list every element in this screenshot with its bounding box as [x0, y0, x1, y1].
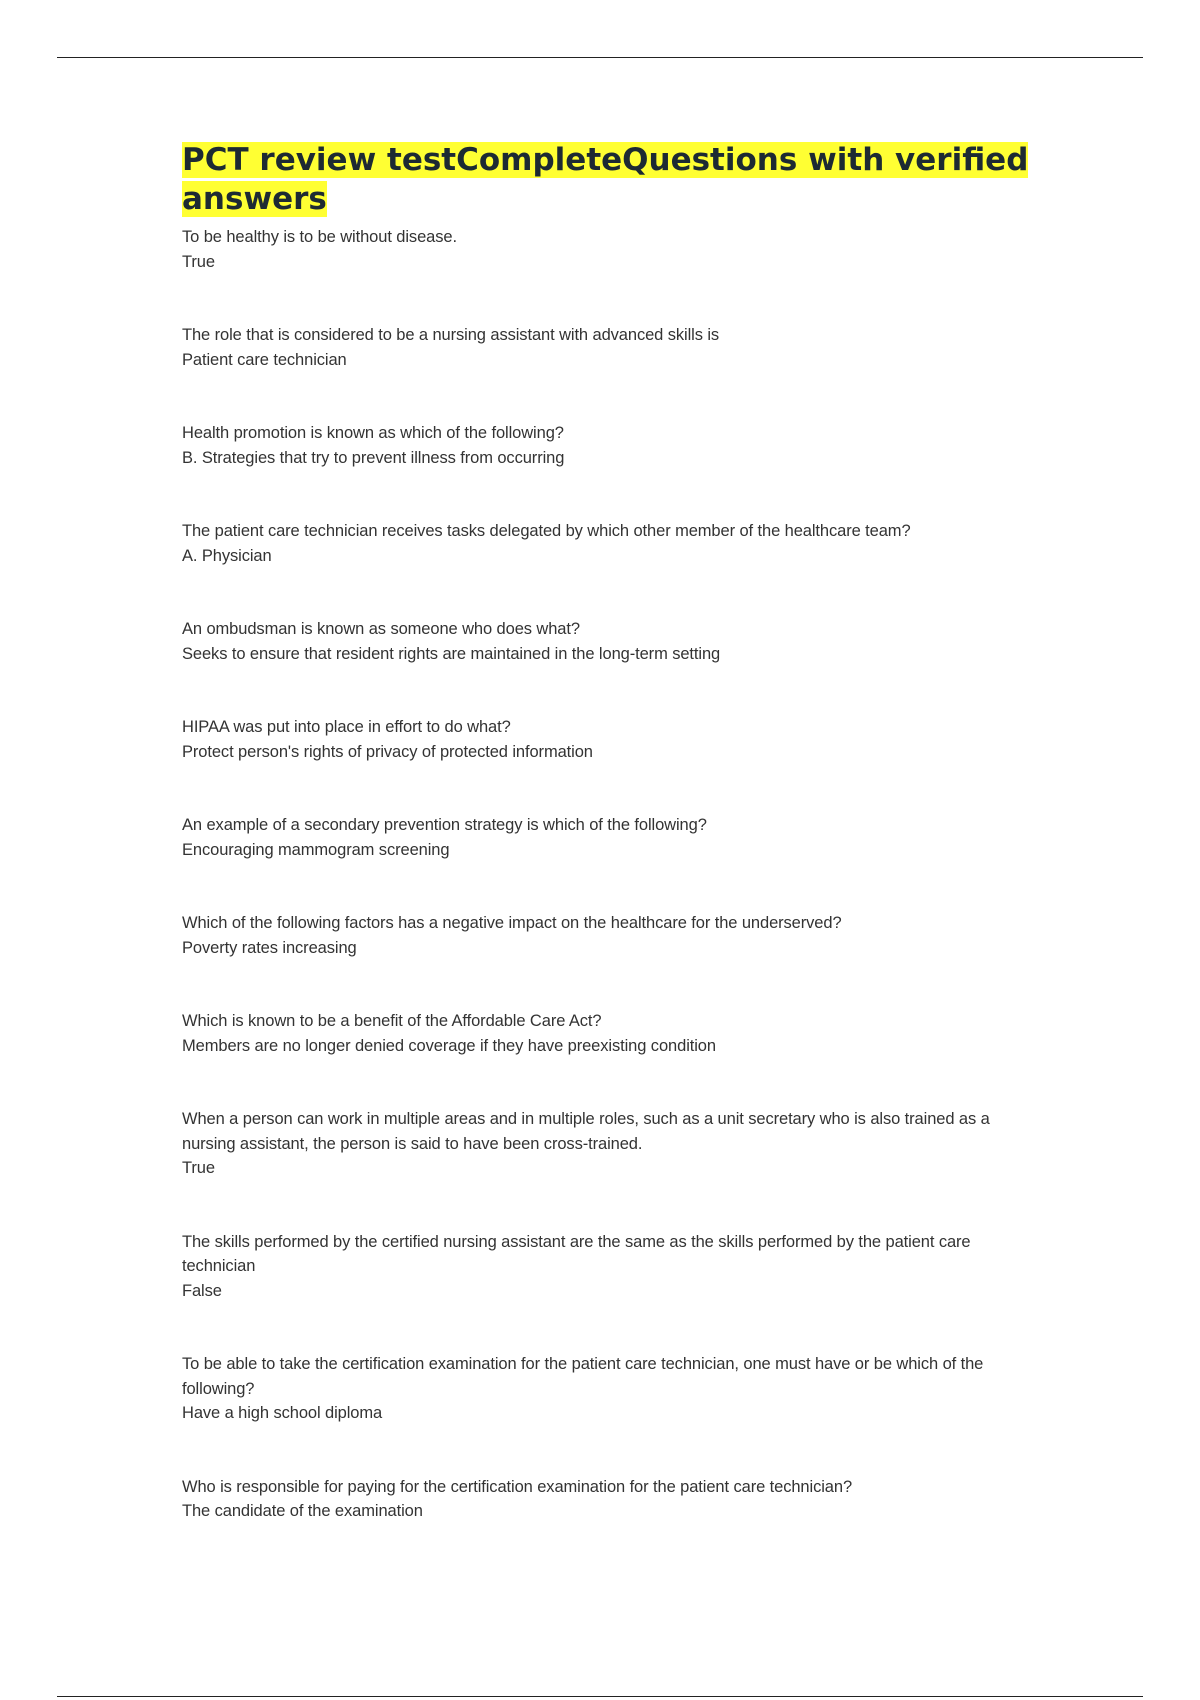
qa-item	[182, 323, 1042, 372]
question-text: Which of the following factors has a negative impact on the healthcare for the underserved?	[182, 914, 842, 932]
document-body	[182, 141, 1042, 1573]
answer-text: Members are no longer denied coverage if they have preexisting condition	[182, 1036, 716, 1055]
bottom-rule	[57, 1696, 1143, 1697]
qa-item	[182, 617, 1042, 666]
qa-item	[182, 715, 1042, 764]
question-text: The role that is considered to be a nursing assistant with advanced skills is	[182, 326, 720, 344]
document-title	[182, 141, 1042, 219]
question-text: An ombudsman is known as someone who does what?	[182, 620, 580, 638]
answer-text: A. Physician	[182, 546, 272, 565]
question-text: Who is responsible for paying for the certification examination for the patient care technician?	[182, 1477, 853, 1496]
qa-item	[182, 421, 1042, 470]
question-text: Health promotion is known as which of the following?	[182, 424, 564, 442]
question-text: The patient care technician receives tasks delegated by which other member of the healthcare team?	[182, 522, 911, 540]
answer-text: Encouraging mammogram screening	[182, 840, 450, 859]
question-text: Which is known to be a benefit of the Affordable Care Act?	[182, 1012, 602, 1030]
answer-text: False	[182, 1281, 222, 1300]
answer-text: True	[182, 1159, 215, 1177]
answer-text: Have a high school diploma	[182, 1404, 383, 1422]
qa-item	[182, 1352, 1042, 1426]
answer-text: Patient care technician	[182, 350, 347, 369]
answer-text: Poverty rates increasing	[182, 938, 357, 957]
answer-text: The candidate of the examination	[182, 1502, 423, 1520]
qa-item	[182, 911, 1042, 960]
qa-item	[182, 813, 1042, 862]
qa-item	[182, 1009, 1042, 1058]
answer-text: True	[182, 252, 215, 271]
answer-text: Protect person's rights of privacy of protected information	[182, 742, 593, 761]
qa-list	[182, 225, 1042, 1524]
question-text: To be able to take the certification examination for the patient care technician, one must have or be which of the following?	[182, 1355, 984, 1398]
question-text: When a person can work in multiple areas and in multiple roles, such as a unit secretary who is also trained as a nursing assistant, the person is said to have been cross-trained.	[182, 1110, 990, 1153]
answer-text: B. Strategies that try to prevent illness from occurring	[182, 448, 565, 467]
question-text: To be healthy is to be without disease.	[182, 228, 457, 246]
qa-item	[182, 1475, 1042, 1524]
question-text: An example of a secondary prevention strategy is which of the following?	[182, 816, 707, 834]
qa-item	[182, 1107, 1042, 1181]
title-highlight: PCT review testCompleteQuestions with verified answers	[182, 142, 1029, 217]
question-text: The skills performed by the certified nursing assistant are the same as the skills performed by the patient care technician	[182, 1232, 971, 1275]
qa-item	[182, 519, 1042, 568]
question-text: HIPAA was put into place in effort to do what?	[182, 718, 511, 736]
answer-text: Seeks to ensure that resident rights are maintained in the long-term setting	[182, 644, 721, 663]
top-rule	[57, 57, 1143, 58]
qa-item	[182, 1230, 1042, 1304]
qa-item	[182, 225, 1042, 274]
